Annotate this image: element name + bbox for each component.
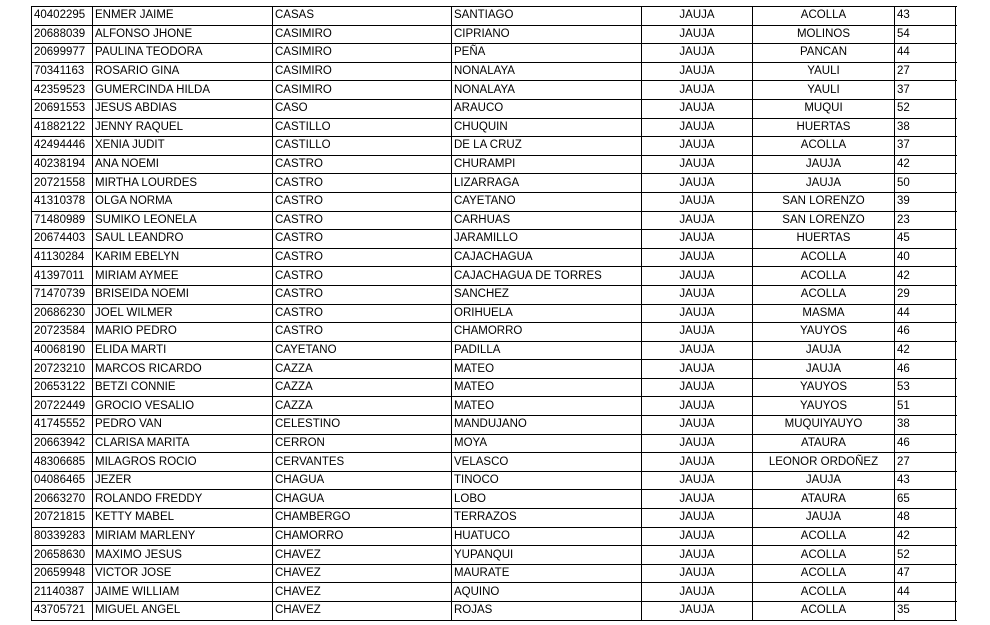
paternal-surname-cell: CERVANTES [273,453,452,472]
first-names-cell: CLARISA MARITA [93,434,273,453]
province-cell: JAUJA [642,137,753,156]
paternal-surname-cell: CHAVEZ [273,564,452,583]
dni-cell: 20659948 [32,564,93,583]
first-names-cell: MARIO PEDRO [93,323,273,342]
roster-body [32,7,958,621]
province-cell: JAUJA [642,527,753,546]
first-names-cell: JESUS ABDIAS [93,99,273,118]
maternal-surname-cell: ARAUCO [452,99,642,118]
maternal-surname-cell: VELASCO [452,453,642,472]
maternal-surname-cell: MOYA [452,434,642,453]
maternal-surname-cell: MATEO [452,378,642,397]
province-cell: JAUJA [642,44,753,63]
table-row [32,546,958,565]
maternal-surname-cell: CAYETANO [452,192,642,211]
province-cell: JAUJA [642,304,753,323]
maternal-surname-cell: PADILLA [452,341,642,360]
paternal-surname-cell: CHAMORRO [273,527,452,546]
first-names-cell: ELIDA MARTI [93,341,273,360]
dni-cell: 41745552 [32,416,93,435]
maternal-surname-cell: CHURAMPI [452,155,642,174]
district-cell: JAUJA [753,471,895,490]
age-cell: 46 [895,434,958,453]
district-cell: MOLINOS [753,25,895,44]
paternal-surname-cell: CASTILLO [273,137,452,156]
age-cell: 44 [895,583,958,602]
paternal-surname-cell: CASTRO [273,174,452,193]
table-row [32,174,958,193]
age-cell: 27 [895,453,958,472]
paternal-surname-cell: CHAVEZ [273,583,452,602]
table-row [32,471,958,490]
paternal-surname-cell: CHAVEZ [273,602,452,621]
paternal-surname-cell: CASTRO [273,248,452,267]
table-row [32,602,958,621]
maternal-surname-cell: MAURATE [452,564,642,583]
maternal-surname-cell: MANDUJANO [452,416,642,435]
age-cell: 38 [895,118,958,137]
age-cell: 43 [895,471,958,490]
paternal-surname-cell: CERRON [273,434,452,453]
province-cell: JAUJA [642,25,753,44]
district-cell: JAUJA [753,360,895,379]
age-cell: 35 [895,602,958,621]
district-cell: YAUYOS [753,323,895,342]
age-cell: 51 [895,397,958,416]
district-cell: ACOLLA [753,527,895,546]
maternal-surname-cell: TINOCO [452,471,642,490]
paternal-surname-cell: CAYETANO [273,341,452,360]
first-names-cell: SUMIKO LEONELA [93,211,273,230]
first-names-cell: ROLANDO FREDDY [93,490,273,509]
dni-cell: 71480989 [32,211,93,230]
province-cell: JAUJA [642,546,753,565]
paternal-surname-cell: CASTILLO [273,118,452,137]
table-row [32,192,958,211]
paternal-surname-cell: CHAGUA [273,490,452,509]
age-cell: 52 [895,546,958,565]
district-cell: SAN LORENZO [753,192,895,211]
first-names-cell: SAUL LEANDRO [93,230,273,249]
province-cell: JAUJA [642,192,753,211]
district-cell: LEONOR ORDOÑEZ [753,453,895,472]
maternal-surname-cell: DE LA CRUZ [452,137,642,156]
first-names-cell: GUMERCINDA HILDA [93,81,273,100]
province-cell: JAUJA [642,490,753,509]
dni-cell: 40238194 [32,155,93,174]
paternal-surname-cell: CHAMBERGO [273,509,452,528]
roster-table [31,6,957,621]
paternal-surname-cell: CAZZA [273,360,452,379]
district-cell: ACOLLA [753,137,895,156]
first-names-cell: BRISEIDA NOEMI [93,285,273,304]
table-row [32,137,958,156]
district-cell: ACOLLA [753,564,895,583]
province-cell: JAUJA [642,583,753,602]
dni-cell: 20721558 [32,174,93,193]
age-cell: 47 [895,564,958,583]
province-cell: JAUJA [642,267,753,286]
dni-cell: 41882122 [32,118,93,137]
first-names-cell: JEZER [93,471,273,490]
table-row [32,304,958,323]
paternal-surname-cell: CAZZA [273,397,452,416]
maternal-surname-cell: HUATUCO [452,527,642,546]
paternal-surname-cell: CASTRO [273,267,452,286]
first-names-cell: JOEL WILMER [93,304,273,323]
dni-cell: 70341163 [32,62,93,81]
district-cell: ACOLLA [753,546,895,565]
maternal-surname-cell: CHUQUIN [452,118,642,137]
age-cell: 45 [895,230,958,249]
dni-cell: 40068190 [32,341,93,360]
first-names-cell: ROSARIO GINA [93,62,273,81]
first-names-cell: ENMER JAIME [93,7,273,26]
first-names-cell: KARIM EBELYN [93,248,273,267]
maternal-surname-cell: JARAMILLO [452,230,642,249]
table-row [32,99,958,118]
province-cell: JAUJA [642,285,753,304]
table-row [32,434,958,453]
age-cell: 23 [895,211,958,230]
age-cell: 46 [895,360,958,379]
province-cell: JAUJA [642,323,753,342]
maternal-surname-cell: SANTIAGO [452,7,642,26]
paternal-surname-cell: CAZZA [273,378,452,397]
province-cell: JAUJA [642,564,753,583]
age-cell: 46 [895,323,958,342]
paternal-surname-cell: CASTRO [273,230,452,249]
district-cell: HUERTAS [753,230,895,249]
first-names-cell: ANA NOEMI [93,155,273,174]
maternal-surname-cell: CIPRIANO [452,25,642,44]
district-cell: ACOLLA [753,248,895,267]
dni-cell: 20721815 [32,509,93,528]
dni-cell: 20723584 [32,323,93,342]
maternal-surname-cell: ORIHUELA [452,304,642,323]
table-row [32,44,958,63]
table-row [32,211,958,230]
district-cell: ATAURA [753,434,895,453]
age-cell: 37 [895,81,958,100]
province-cell: JAUJA [642,397,753,416]
first-names-cell: JAIME WILLIAM [93,583,273,602]
dni-cell: 80339283 [32,527,93,546]
district-cell: ACOLLA [753,285,895,304]
district-cell: YAULI [753,62,895,81]
maternal-surname-cell: MATEO [452,397,642,416]
maternal-surname-cell: TERRAZOS [452,509,642,528]
paternal-surname-cell: CASO [273,99,452,118]
dni-cell: 20686230 [32,304,93,323]
province-cell: JAUJA [642,81,753,100]
province-cell: JAUJA [642,118,753,137]
dni-cell: 41397011 [32,267,93,286]
district-cell: ACOLLA [753,583,895,602]
province-cell: JAUJA [642,416,753,435]
age-cell: 40 [895,248,958,267]
age-cell: 42 [895,527,958,546]
first-names-cell: XENIA JUDIT [93,137,273,156]
age-cell: 27 [895,62,958,81]
province-cell: JAUJA [642,509,753,528]
dni-cell: 40402295 [32,7,93,26]
table-row [32,378,958,397]
dni-cell: 20723210 [32,360,93,379]
district-cell: MUQUIYAUYO [753,416,895,435]
province-cell: JAUJA [642,602,753,621]
paternal-surname-cell: CASIMIRO [273,25,452,44]
paternal-surname-cell: CHAGUA [273,471,452,490]
paternal-surname-cell: CASTRO [273,155,452,174]
district-cell: ACOLLA [753,602,895,621]
maternal-surname-cell: CAJACHAGUA [452,248,642,267]
table-row [32,7,958,26]
first-names-cell: MIRTHA LOURDES [93,174,273,193]
paternal-surname-cell: CASTRO [273,285,452,304]
first-names-cell: VICTOR JOSE [93,564,273,583]
dni-cell: 20722449 [32,397,93,416]
district-cell: MASMA [753,304,895,323]
dni-cell: 43705721 [32,602,93,621]
age-cell: 48 [895,509,958,528]
maternal-surname-cell: CAJACHAGUA DE TORRES [452,267,642,286]
dni-cell: 20653122 [32,378,93,397]
province-cell: JAUJA [642,7,753,26]
district-cell: JAUJA [753,155,895,174]
dni-cell: 20688039 [32,25,93,44]
age-cell: 37 [895,137,958,156]
dni-cell: 41310378 [32,192,93,211]
maternal-surname-cell: YUPANQUI [452,546,642,565]
province-cell: JAUJA [642,341,753,360]
paternal-surname-cell: CASTRO [273,304,452,323]
table-row [32,248,958,267]
age-cell: 29 [895,285,958,304]
maternal-surname-cell: NONALAYA [452,62,642,81]
paternal-surname-cell: CASIMIRO [273,62,452,81]
age-cell: 53 [895,378,958,397]
first-names-cell: MARCOS RICARDO [93,360,273,379]
maternal-surname-cell: ROJAS [452,602,642,621]
district-cell: YAUYOS [753,378,895,397]
dni-cell: 20674403 [32,230,93,249]
paternal-surname-cell: CELESTINO [273,416,452,435]
dni-cell: 21140387 [32,583,93,602]
dni-cell: 20663942 [32,434,93,453]
dni-cell: 71470739 [32,285,93,304]
first-names-cell: ALFONSO JHONE [93,25,273,44]
province-cell: JAUJA [642,62,753,81]
first-names-cell: MIRIAM MARLENY [93,527,273,546]
paternal-surname-cell: CASTRO [273,192,452,211]
province-cell: JAUJA [642,211,753,230]
district-cell: JAUJA [753,341,895,360]
age-cell: 44 [895,44,958,63]
province-cell: JAUJA [642,230,753,249]
age-cell: 43 [895,7,958,26]
dni-cell: 41130284 [32,248,93,267]
age-cell: 38 [895,416,958,435]
maternal-surname-cell: CARHUAS [452,211,642,230]
first-names-cell: JENNY RAQUEL [93,118,273,137]
province-cell: JAUJA [642,453,753,472]
province-cell: JAUJA [642,360,753,379]
table-row [32,323,958,342]
dni-cell: 20658630 [32,546,93,565]
table-row [32,416,958,435]
first-names-cell: OLGA NORMA [93,192,273,211]
district-cell: PANCAN [753,44,895,63]
age-cell: 50 [895,174,958,193]
dni-cell: 04086465 [32,471,93,490]
table-row [32,25,958,44]
age-cell: 52 [895,99,958,118]
dni-cell: 48306685 [32,453,93,472]
province-cell: JAUJA [642,99,753,118]
maternal-surname-cell: NONALAYA [452,81,642,100]
dni-cell: 20691553 [32,99,93,118]
table-row [32,230,958,249]
province-cell: JAUJA [642,155,753,174]
district-cell: SAN LORENZO [753,211,895,230]
paternal-surname-cell: CASTRO [273,211,452,230]
maternal-surname-cell: LOBO [452,490,642,509]
first-names-cell: MIRIAM AYMEE [93,267,273,286]
table-row [32,397,958,416]
maternal-surname-cell: PEÑA [452,44,642,63]
age-cell: 65 [895,490,958,509]
table-row [32,360,958,379]
table-row [32,564,958,583]
district-cell: JAUJA [753,174,895,193]
maternal-surname-cell: MATEO [452,360,642,379]
first-names-cell: MIGUEL ANGEL [93,602,273,621]
dni-cell: 20663270 [32,490,93,509]
dni-cell: 20699977 [32,44,93,63]
age-cell: 42 [895,155,958,174]
district-cell: ATAURA [753,490,895,509]
province-cell: JAUJA [642,174,753,193]
district-cell: HUERTAS [753,118,895,137]
table-row [32,490,958,509]
table-row [32,81,958,100]
district-cell: YAUYOS [753,397,895,416]
province-cell: JAUJA [642,378,753,397]
table-row [32,155,958,174]
first-names-cell: GROCIO VESALIO [93,397,273,416]
age-cell: 42 [895,267,958,286]
paternal-surname-cell: CHAVEZ [273,546,452,565]
first-names-cell: BETZI CONNIE [93,378,273,397]
table-row [32,453,958,472]
table-row [32,527,958,546]
table-row [32,267,958,286]
province-cell: JAUJA [642,248,753,267]
district-cell: YAULI [753,81,895,100]
table-row [32,118,958,137]
table-row [32,341,958,360]
maternal-surname-cell: CHAMORRO [452,323,642,342]
table-row [32,583,958,602]
paternal-surname-cell: CASIMIRO [273,44,452,63]
paternal-surname-cell: CASTRO [273,323,452,342]
maternal-surname-cell: SANCHEZ [452,285,642,304]
province-cell: JAUJA [642,471,753,490]
district-cell: JAUJA [753,509,895,528]
first-names-cell: PEDRO VAN [93,416,273,435]
paternal-surname-cell: CASAS [273,7,452,26]
province-cell: JAUJA [642,434,753,453]
maternal-surname-cell: AQUINO [452,583,642,602]
maternal-surname-cell: LIZARRAGA [452,174,642,193]
age-cell: 54 [895,25,958,44]
age-cell: 39 [895,192,958,211]
first-names-cell: KETTY MABEL [93,509,273,528]
district-cell: ACOLLA [753,267,895,286]
table-right-border [955,6,956,620]
first-names-cell: MILAGROS ROCIO [93,453,273,472]
dni-cell: 42359523 [32,81,93,100]
first-names-cell: PAULINA TEODORA [93,44,273,63]
table-row [32,509,958,528]
district-cell: ACOLLA [753,7,895,26]
table-row [32,285,958,304]
district-cell: MUQUI [753,99,895,118]
first-names-cell: MAXIMO JESUS [93,546,273,565]
age-cell: 44 [895,304,958,323]
age-cell: 42 [895,341,958,360]
table-row [32,62,958,81]
dni-cell: 42494446 [32,137,93,156]
paternal-surname-cell: CASIMIRO [273,81,452,100]
